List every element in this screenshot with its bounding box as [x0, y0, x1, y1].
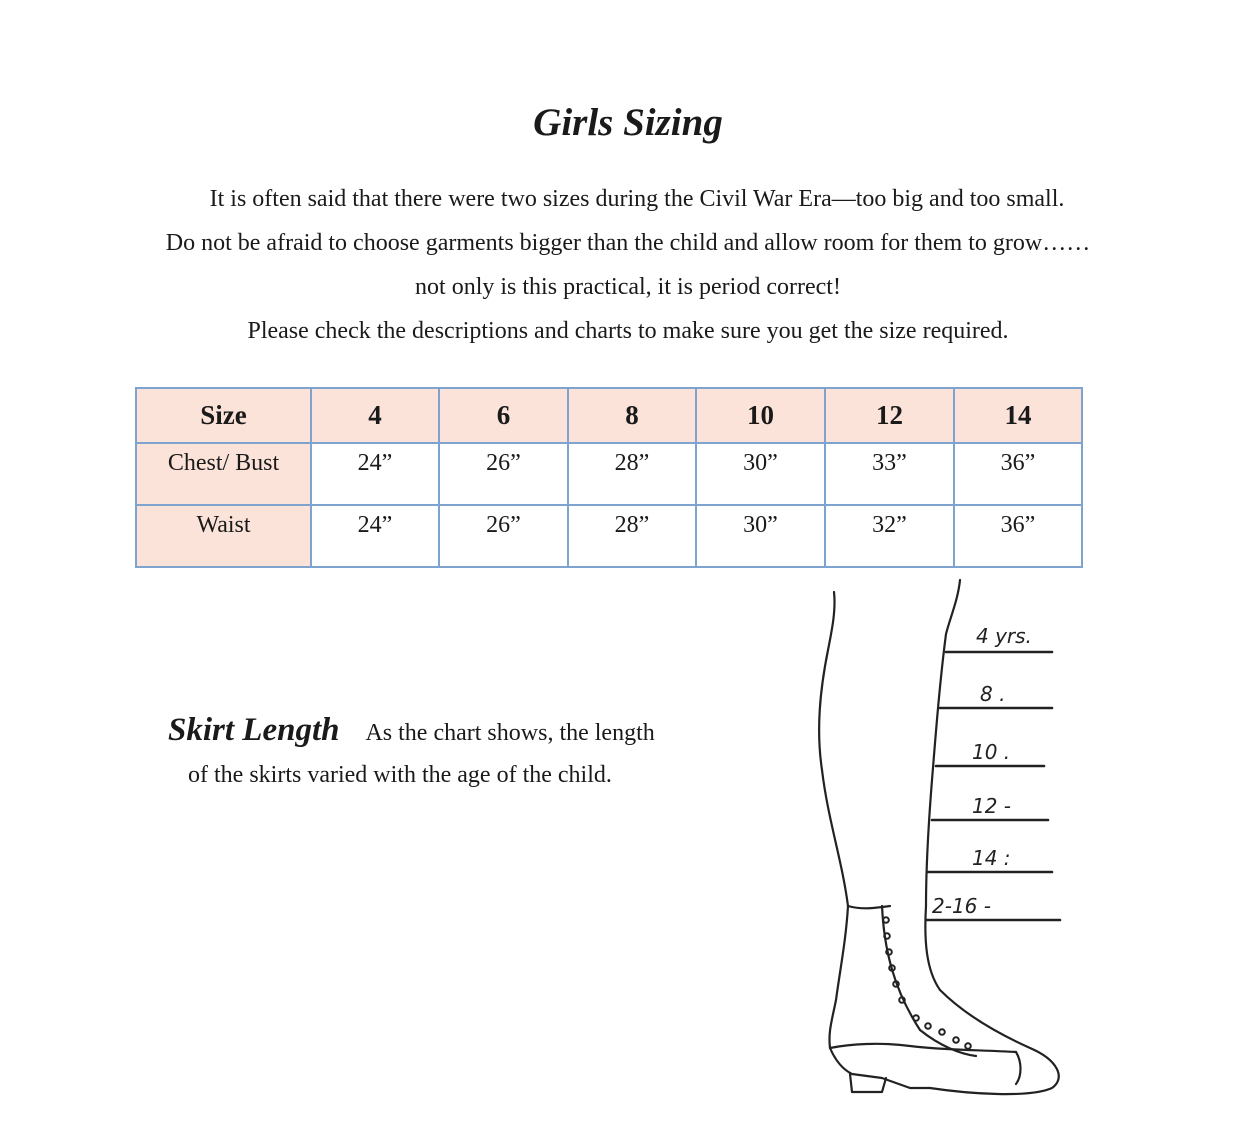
mark-label-14: 14 :	[972, 846, 1011, 870]
table-cell: 24”	[311, 443, 439, 505]
mark-label-2-16: 2-16 -	[932, 894, 991, 918]
intro-line-1: It is often said that there were two sizes during the Civil War Era—too big and too small.	[209, 186, 1065, 212]
page-title: Girls Sizing	[533, 101, 723, 144]
table-cell: 24”	[311, 505, 439, 567]
table-cell: 32”	[825, 505, 954, 567]
header-cell-size: Size	[136, 388, 311, 443]
table-cell: 33”	[825, 443, 954, 505]
boot-top-line	[848, 906, 890, 908]
table-row-chest-bust	[136, 443, 1082, 505]
leg-boot-drawing	[790, 570, 1090, 1110]
boot-heel	[830, 1048, 930, 1088]
skirt-length-line-1	[168, 712, 655, 749]
mark-label-4-yrs: 4 yrs.	[976, 624, 1032, 648]
table-row-waist	[136, 505, 1082, 567]
boot-front-outline	[925, 906, 1058, 1094]
leg-front-outline	[926, 580, 960, 906]
skirt-length-text-2: of the skirts varied with the age of the child.	[188, 762, 612, 788]
boot-sole	[830, 1044, 1016, 1052]
leg-back-outline	[819, 592, 848, 906]
table-cell: 30”	[696, 505, 825, 567]
skirt-length-text-1: As the chart shows, the length	[365, 720, 655, 746]
skirt-length-title: Skirt Length	[168, 712, 340, 748]
row-label-waist: Waist	[136, 505, 311, 567]
intro-line-4: Please check the descriptions and charts to make sure you get the size required.	[247, 318, 1009, 344]
table-cell: 30”	[696, 443, 825, 505]
table-cell: 36”	[954, 505, 1082, 567]
header-cell-8: 8	[568, 388, 696, 443]
intro-line-2: Do not be afraid to choose garments bigger than the child and allow room for them to grow……	[165, 230, 1091, 256]
header-cell-4: 4	[311, 388, 439, 443]
size-chart-table	[135, 387, 1083, 568]
table-cell: 36”	[954, 443, 1082, 505]
table-header-row	[136, 388, 1082, 443]
leg-boot-skirt-length-illustration	[790, 570, 1090, 1110]
header-cell-14: 14	[954, 388, 1082, 443]
row-label-chest-bust: Chest/ Bust	[136, 443, 311, 505]
header-cell-12: 12	[825, 388, 954, 443]
intro-line-3: not only is this practical, it is period correct!	[415, 274, 841, 300]
mark-label-12: 12 -	[972, 794, 1012, 818]
table-cell: 26”	[439, 443, 568, 505]
mark-label-8: 8 .	[980, 682, 1006, 706]
header-cell-6: 6	[439, 388, 568, 443]
mark-label-10: 10 .	[972, 740, 1011, 764]
boot-back-outline	[829, 906, 848, 1048]
table-cell: 28”	[568, 505, 696, 567]
table-cell: 26”	[439, 505, 568, 567]
table-cell: 28”	[568, 443, 696, 505]
boot-toe-cap	[1016, 1052, 1021, 1084]
header-cell-10: 10	[696, 388, 825, 443]
